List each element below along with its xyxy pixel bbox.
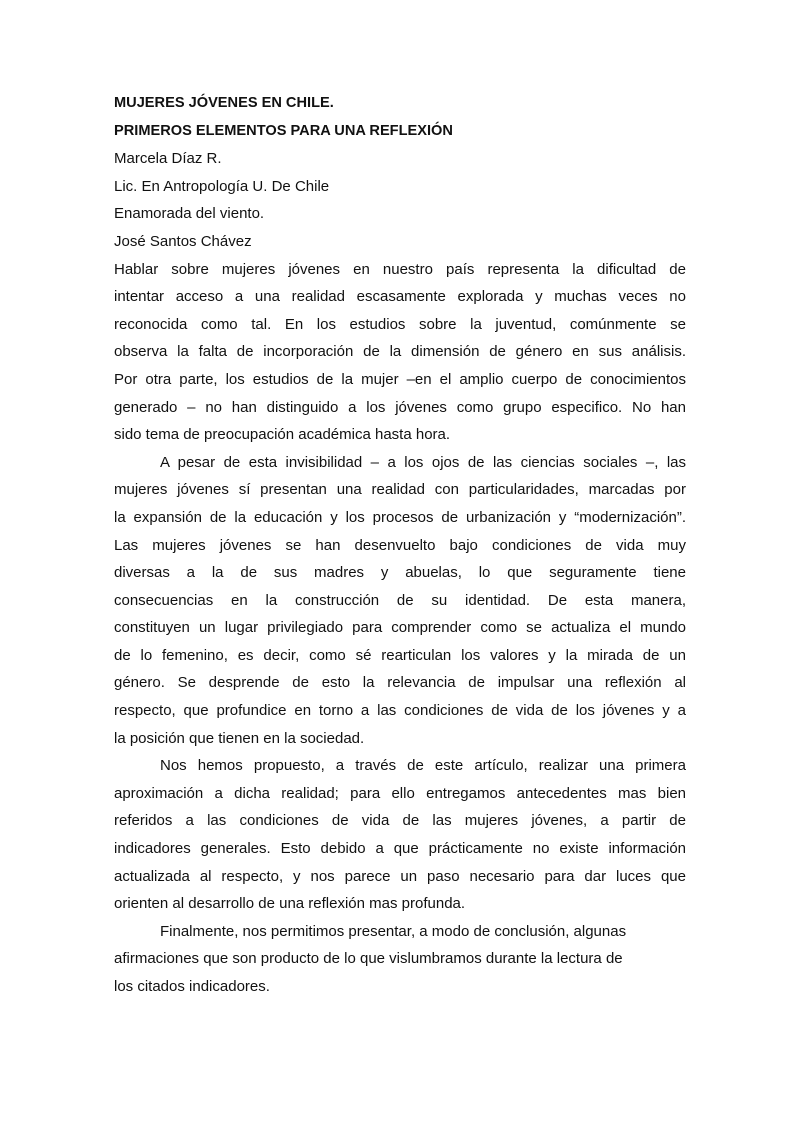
document-title-line-2: PRIMEROS ELEMENTOS PARA UNA REFLEXIÓN	[114, 122, 453, 139]
paragraph-line: sido tema de preocupación académica hasta hora.	[114, 426, 451, 444]
paragraph-line: Finalmente, nos permitimos presentar, a modo de conclusión, algunas	[160, 922, 627, 940]
paragraph-line: afirmaciones que son producto de lo que vislumbramos durante la lectura de	[114, 950, 623, 968]
document-page	[114, 90, 686, 1001]
paragraph-line: Las mujeres jóvenes se han desenvuelto bajo condiciones de vida muy	[114, 536, 686, 554]
epigraph-author: José Santos Chávez	[114, 232, 252, 250]
author-name: Marcela Díaz R.	[114, 150, 222, 168]
document-title-line-1: MUJERES JÓVENES EN CHILE.	[114, 95, 334, 111]
paragraph-line: Por otra parte, los estudios de la mujer –en el amplio cuerpo de conocimientos	[114, 370, 686, 388]
paragraph-line: actualizada al respecto, y nos parece un paso necesario para dar luces que	[114, 867, 686, 885]
paragraph-line: la posición que tienen en la sociedad.	[114, 729, 365, 747]
epigraph: Enamorada del viento.	[114, 205, 265, 223]
paragraph-line: aproximación a dicha realidad; para ello entregamos antecedentes mas bien	[114, 784, 686, 802]
paragraph-line: respecto, que profundice en torno a las condiciones de vida de los jóvenes y a	[114, 702, 686, 720]
paragraph-line: generado – no han distinguido a los jóvenes como grupo especifico. No han	[114, 398, 686, 416]
paragraph-3	[114, 752, 686, 918]
paragraph-line: Hablar sobre mujeres jóvenes en nuestro país representa la dificultad de	[114, 260, 686, 278]
paragraph-1	[114, 256, 686, 449]
paragraph-line: diversas a la de sus madres y abuelas, lo que seguramente tiene	[114, 564, 686, 582]
paragraph-line: constituyen un lugar privilegiado para comprender como se actualiza el mundo	[114, 619, 686, 637]
paragraph-4	[114, 918, 686, 1001]
paragraph-line: Nos hemos propuesto, a través de este artículo, realizar una primera	[160, 757, 686, 775]
paragraph-line: de lo femenino, es decir, como sé rearticulan los valores y la mirada de un	[114, 646, 686, 664]
paragraph-line: A pesar de esta invisibilidad – a los ojos de las ciencias sociales –, las	[160, 453, 686, 471]
paragraph-line: la expansión de la educación y los procesos de urbanización y “modernización”.	[114, 508, 686, 526]
paragraph-line: consecuencias en la construcción de su identidad. De esta manera,	[114, 591, 686, 609]
paragraph-line: observa la falta de incorporación de la dimensión de género en sus análisis.	[114, 343, 686, 361]
author-affiliation: Lic. En Antropología U. De Chile	[114, 177, 330, 195]
paragraph-2	[114, 449, 686, 753]
paragraph-line: mujeres jóvenes sí presentan una realidad con particularidades, marcadas por	[114, 481, 686, 499]
paragraph-line: orienten al desarrollo de una reflexión mas profunda.	[114, 895, 466, 913]
paragraph-line: intentar acceso a una realidad escasamente explorada y muchas veces no	[114, 288, 686, 306]
paragraph-line: indicadores generales. Esto debido a que prácticamente no existe información	[114, 840, 686, 858]
paragraph-line: referidos a las condiciones de vida de las mujeres jóvenes, a partir de	[114, 812, 686, 830]
paragraph-line: género. Se desprende de esto la relevancia de impulsar una reflexión al	[114, 674, 686, 692]
paragraph-line: reconocida como tal. En los estudios sobre la juventud, comúnmente se	[114, 315, 686, 333]
paragraph-line: los citados indicadores.	[114, 978, 270, 995]
